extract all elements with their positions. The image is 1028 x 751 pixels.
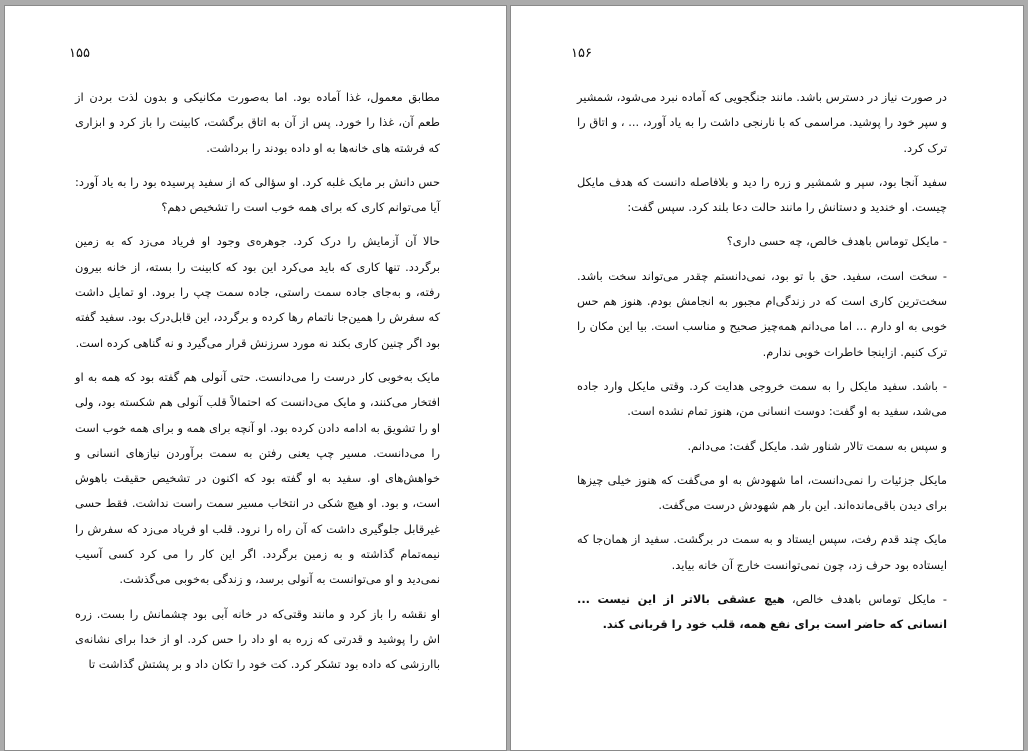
page-number: ۱۵۵ (69, 46, 90, 61)
right-page (510, 5, 1024, 751)
paragraph: در صورت نیاز در دسترس باشد. مانند جنگجویی که آماده نبرد می‌شود، شمشیر و سپر خود را پوشید. مراسمی که با نارنجی داشت را به یاد آورد، ... ، و اتاق را ترک کرد. (577, 90, 947, 155)
paragraph: مایک به‌خوبی کار درست را می‌دانست. حتی آنولی هم گفته بود که همه به او افتخار می‌کنند، و مایک می‌دانست که احتمالاً قلب آنولی هم شکسته بود، ولی او را تشویق به ادامه دادن کرده بود. او آنچه برای همه و برای همه خوب است را می‌دانست. مسیر چپ یعنی رفتن به سمت برآوردن نیازهای انسانی و خواهش‌های او. سفید به او گفته بود که اکنون در تشخیص حقیقت باهوش است، و بود. او هیچ شکی در انتخاب مسیر سمت راست نداشت. فقط حسی غیرقابل جلوگیری داشت که آن راه را نرود. قلب او فریاد می‌زد که سفرش را نیمه‌تمام گذاشته و به زمین برگردد. اگر این کار را می کرد کسی آسیب نمی‌دید و او می‌توانست به آنولی برسد، و زندگی به‌خوبی می‌گذشت. (75, 369, 440, 587)
paragraph: مایکل جزئیات را نمی‌دانست، اما شهودش به او می‌گفت که هنوز خیلی چیزها برای دیدن باقی‌مانده‌اند. این بار هم شهودش درست می‌گفت. (577, 472, 947, 513)
final-paragraph (577, 587, 947, 638)
paragraph: سفید آنجا بود، سپر و شمشیر و زره را دید و بلافاصله دانست که هدف مایکل چیست. او خندید و دستانش را مانند حالت دعا بلند کرد. سپس گفت: (577, 174, 947, 215)
paragraph: حس دانش بر مایک غلبه کرد. او سؤالی که از سفید پرسیده بود را به یاد آورد: آیا می‌توانم کاری که برای همه خوب است را تشخیص دهم؟ (75, 174, 440, 215)
paragraph: و سپس به سمت تالار شناور شد. مایکل گفت: می‌دانم. (687, 438, 947, 453)
paragraph: او نقشه را باز کرد و مانند وقتی‌که در خانه آبی بود چشمانش را بست. زره اش را پوشید و قدرتی که زره به او داد را حس کرد. او از خدا برای نشانه‌ی باارزشی که داده بود تشکر کرد. کت خود را تکان داد و بر پشتش گذاشت تا (75, 606, 440, 672)
paragraph: - سخت است، سفید. حق با تو بود، نمی‌دانستم چقدر می‌تواند سخت باشد. سخت‌ترین کاری است که در زندگی‌ام مجبور به انجامش بودم. هنوز هم حس خوبی به او دارم ... اما می‌دانم همه‌چیز صحیح و مناسب است. بیا این مکان را ترک کنیم. ازاینجا خاطرات خوبی ندارم. (577, 268, 947, 359)
paragraph: - مایکل توماس باهدف خالص، چه حسی داری؟ (726, 234, 947, 249)
paragraph: مایک چند قدم رفت، سپس ایستاد و به سمت در برگشت. سفید از همان‌جا که ایستاده بود حرف زد، چون نمی‌توانست خارج آن خانه بیاید. (577, 532, 947, 572)
page-number: ۱۵۶ (571, 46, 592, 61)
final-paragraph-normal: - مایکل توماس باهدف خالص، (784, 592, 947, 607)
left-page (4, 5, 507, 751)
paragraph: مطابق معمول، غذا آماده بود. اما به‌صورت مکانیکی و بدون لذت بردن از طعم آن، غذا را خورد. پس از آن به اتاق برگشت، کابینت را باز کرد و ابزاری که فرشته های خانه‌ها به او داده بودند را برداشت. (75, 90, 440, 155)
final-paragraph-bold: هیچ عشقی بالاتر از این نیست ... انسانی که حاضر است برای نفع همه، قلب خود را قربانی کند. (577, 592, 947, 632)
paragraph: - باشد. سفید مایکل را به سمت خروجی هدایت کرد. وقتی مایکل وارد جاده می‌شد، سفید به او گفت: دوست انسانی من، هنوز تمام نشده است. (577, 378, 947, 419)
page-body (75, 85, 440, 687)
page-body (577, 85, 947, 647)
paragraph: حالا آن آزمایش را درک کرد. جوهره‌ی وجود او فریاد می‌زد که به زمین برگردد. تنها کاری که باید می‌کرد این بود که کابینت را بسته، از خانه بیرون رفته، و به‌جای جاده سمت راستی، جاده سمت چپ را برود. او تمایل داشت که سفرش را همین‌جا ناتمام رها کرده و برگردد، این قابل‌درک بود. سفید گفته بود اگر چنین کاری بکند نه مورد سرزنش قرار می‌گیرد و نه گناهی کرده است. (75, 234, 440, 350)
